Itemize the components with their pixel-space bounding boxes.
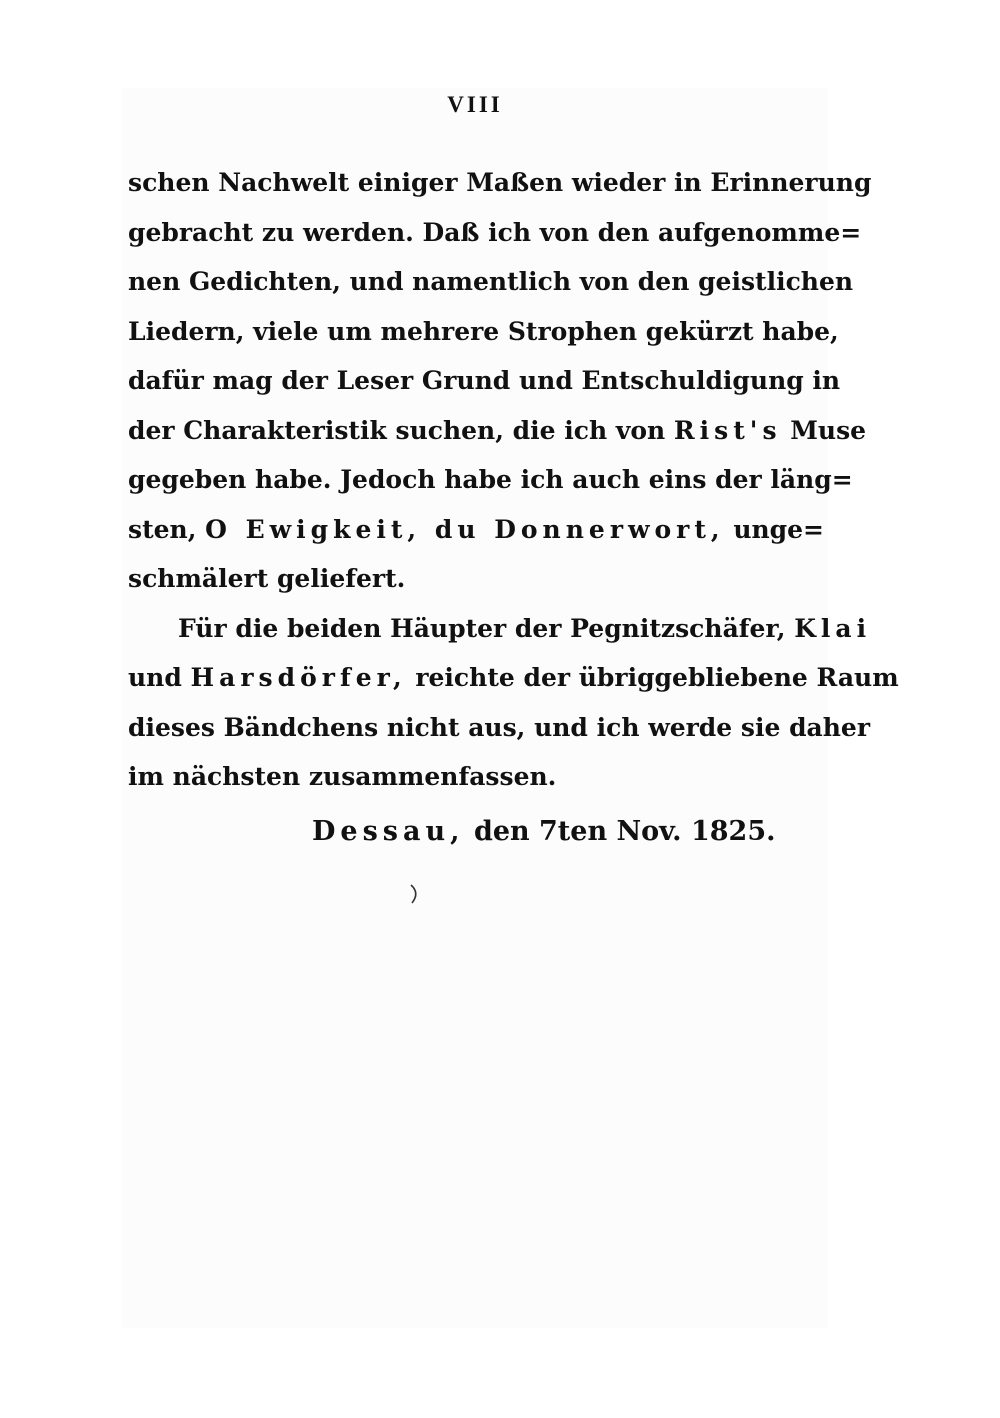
spaced-hymn-title: O Ewigkeit, du Donnerwort,	[205, 514, 725, 544]
text-span: sten,	[128, 514, 206, 544]
text-span: Muse	[781, 415, 867, 445]
text-span: und	[128, 663, 191, 692]
page-number: VIII	[447, 92, 503, 117]
book-page	[122, 88, 899, 1328]
text-span: reichte der übriggebliebene Raum	[406, 663, 899, 692]
text-line: Liedern, viele um mehrere Strophen gekürzt habe,	[128, 316, 839, 346]
text-span: der Charakteristik suchen, die ich von	[128, 415, 674, 445]
text-line	[128, 505, 824, 555]
signature-date: den 7ten Nov. 1825.	[473, 816, 776, 847]
stray-ink-mark	[409, 883, 421, 905]
text-line: im nächsten zusammenfassen.	[128, 762, 557, 791]
text-line	[128, 406, 867, 456]
spaced-name: Harsdörfer,	[190, 663, 407, 692]
text-line: gebracht zu werden. Daß ich von den aufgenomme=	[128, 217, 862, 247]
text-line: schmälert geliefert.	[128, 564, 406, 593]
text-span: Für die beiden Häupter der Pegnitzschäfer,	[178, 613, 795, 643]
spaced-name: Rist's	[673, 415, 782, 445]
text-line: gegeben habe. Jedoch habe ich auch eins der läng=	[128, 465, 853, 494]
body-text	[128, 158, 899, 802]
spaced-name: Klai	[794, 613, 872, 643]
text-line: dafür mag der Leser Grund und Entschuldigung in	[128, 366, 841, 395]
text-span: unge=	[724, 514, 824, 544]
signature-place: Dessau,	[312, 816, 465, 847]
text-line	[128, 604, 872, 654]
text-line	[128, 653, 899, 703]
place-date-signature	[312, 816, 776, 847]
text-line: dieses Bändchens nicht aus, und ich werde sie daher	[128, 712, 871, 742]
text-line: nen Gedichten, und namentlich von den geistlichen	[128, 267, 854, 296]
text-line: schen Nachwelt einiger Maßen wieder in Erinnerung	[128, 168, 872, 197]
